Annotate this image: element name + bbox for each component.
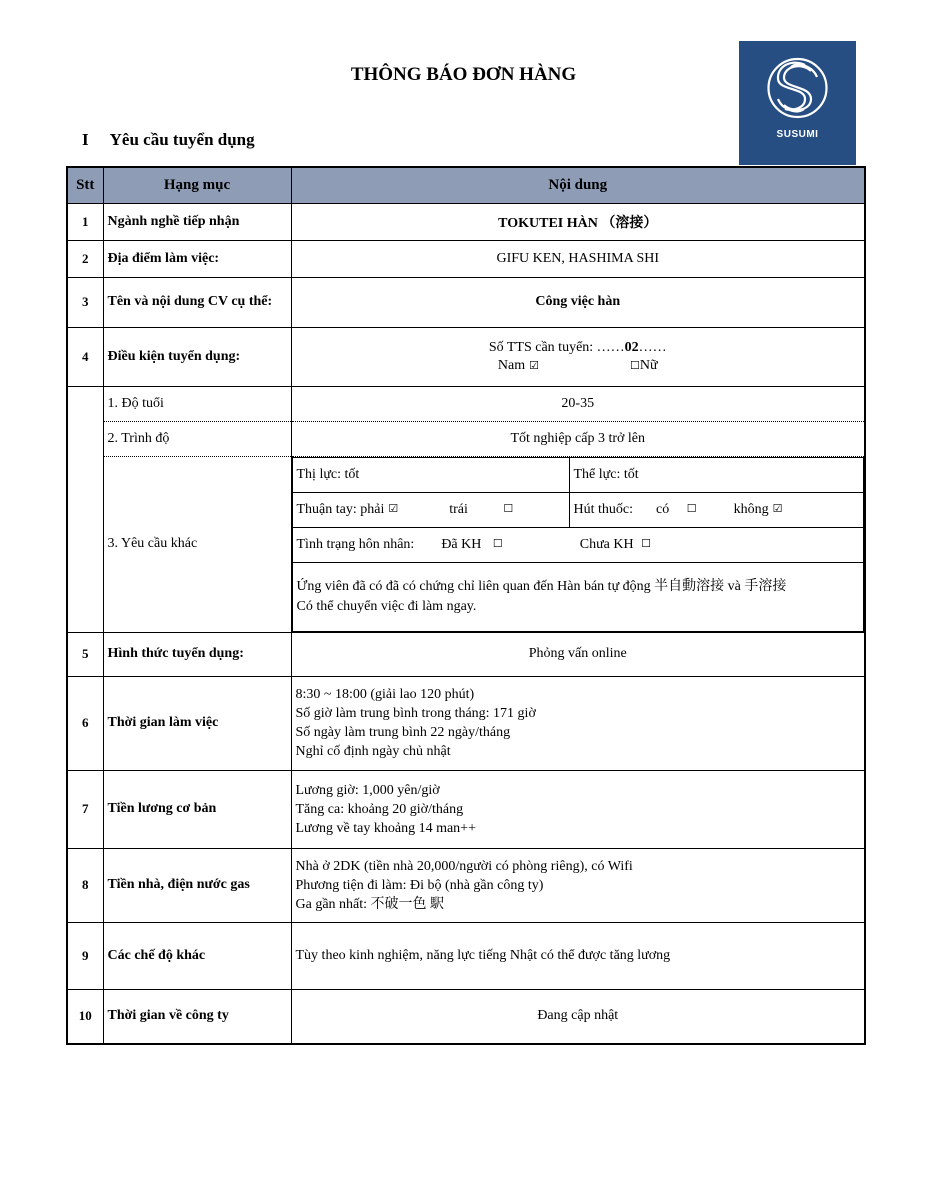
work-hours-content xyxy=(291,676,865,770)
other-requirements-label: 3. Yêu cầu khác xyxy=(103,456,291,632)
header-content: Nội dung xyxy=(291,167,865,203)
age-label: 1. Độ tuổi xyxy=(103,386,291,421)
gender-line xyxy=(296,357,861,375)
table-row xyxy=(67,989,865,1044)
row-number: 8 xyxy=(67,848,103,922)
other-notes xyxy=(292,562,864,631)
row-content: TOKUTEI HÀN （溶接） xyxy=(291,203,865,240)
table-row xyxy=(67,632,865,676)
row-content: Công việc hàn xyxy=(291,277,865,327)
row-category: Ngành nghề tiếp nhận xyxy=(103,203,291,240)
logo-brand-text: SUSUMI xyxy=(776,129,819,140)
row-category: Địa điểm làm việc: xyxy=(103,240,291,277)
age-value: 20-35 xyxy=(291,386,865,421)
table-row xyxy=(67,922,865,989)
work-hours-line: Nghỉ cố định ngày chủ nhật xyxy=(295,744,451,759)
section-number: I xyxy=(82,130,89,149)
right-hand-checkbox[interactable]: ☑ xyxy=(388,502,399,515)
table-row xyxy=(67,676,865,770)
married-label: Đã KH xyxy=(441,536,482,552)
housing-line: Phương tiện đi làm: Đi bộ (nhà gần công ty) xyxy=(295,877,544,893)
row-content: Phỏng vấn online xyxy=(291,632,865,676)
quota-value: 02 xyxy=(624,339,639,355)
left-hand-checkbox[interactable]: ☐ xyxy=(503,502,514,515)
fitness: Thể lực: tốt xyxy=(569,457,864,492)
work-hours-line: Số giờ làm trung bình trong tháng: 171 giờ xyxy=(295,706,536,721)
table-row xyxy=(67,240,865,277)
smoking-label: Hút thuốc: xyxy=(573,501,633,517)
quota-prefix: Số TTS cần tuyển: …… xyxy=(488,339,625,355)
smoking-yes-checkbox[interactable]: ☐ xyxy=(686,502,697,515)
work-hours-line: Số ngày làm trung bình 22 ngày/tháng xyxy=(295,725,511,740)
marital-status xyxy=(292,527,864,562)
male-checkbox[interactable]: ☑ xyxy=(529,359,539,372)
handedness-label: Thuận tay: phải xyxy=(296,501,385,517)
section-label: Yêu cầu tuyển dụng xyxy=(109,130,255,149)
single-checkbox[interactable]: ☐ xyxy=(641,537,651,550)
note-line: Ứng viên đã có đã có chứng chỉ liên quan đến Hàn bán tự động 半自動溶接 và 手溶接 xyxy=(296,578,787,594)
table-row xyxy=(67,386,865,421)
row-category: Tiền nhà, điện nước gas xyxy=(103,848,291,922)
row-category: Các chế độ khác xyxy=(103,922,291,989)
row-content: Đang cập nhật xyxy=(291,989,865,1044)
female-checkbox[interactable]: ☐ xyxy=(630,359,640,372)
susumi-swirl-logo-icon xyxy=(739,41,856,136)
gender-male-label: Nam xyxy=(497,357,526,373)
quota-suffix: …… xyxy=(638,339,667,355)
smoking-yes-label: có xyxy=(656,501,670,517)
housing-line: Nhà ở 2DK (tiền nhà 20,000/người có phòng riêng), có Wifi xyxy=(295,858,633,874)
table-row xyxy=(67,848,865,922)
row-category: Tiền lương cơ bản xyxy=(103,770,291,848)
table-header-row xyxy=(67,167,865,203)
quota-line xyxy=(296,339,861,357)
smoking-no-checkbox[interactable]: ☑ xyxy=(772,502,783,515)
housing-content xyxy=(291,848,865,922)
row-number: 3 xyxy=(67,277,103,327)
row-number: 1 xyxy=(67,203,103,240)
housing-line: Ga gần nhất: 不破一色 駅 xyxy=(295,896,445,912)
handedness xyxy=(292,492,569,527)
row-content: Tùy theo kinh nghiệm, năng lực tiếng Nhật có thể được tăng lương xyxy=(291,922,865,989)
salary-line: Tăng ca: khoảng 20 giờ/tháng xyxy=(295,801,464,817)
table-row xyxy=(67,421,865,456)
salary-line: Lương về tay khoảng 14 man++ xyxy=(295,820,476,836)
marital-label: Tình trạng hôn nhân: xyxy=(296,536,415,552)
row-number: 6 xyxy=(67,676,103,770)
section-heading xyxy=(82,130,255,150)
left-hand-label: trái xyxy=(449,501,468,517)
row-number: 7 xyxy=(67,770,103,848)
note-line: Có thể chuyển việc đi làm ngay. xyxy=(296,598,477,614)
work-hours-line: 8:30 ~ 18:00 (giải lao 120 phút) xyxy=(295,687,475,702)
eyesight: Thị lực: tốt xyxy=(292,457,569,492)
other-requirements-grid xyxy=(292,457,865,632)
table-row xyxy=(67,456,865,632)
education-label: 2. Trình độ xyxy=(103,421,291,456)
smoking-no-label: không xyxy=(733,501,769,517)
smoking xyxy=(569,492,864,527)
row-content: GIFU KEN, HASHIMA SHI xyxy=(291,240,865,277)
married-checkbox[interactable]: ☐ xyxy=(492,537,503,550)
row-number: 4 xyxy=(67,327,103,386)
salary-content xyxy=(291,770,865,848)
row-category: Tên và nội dung CV cụ thể: xyxy=(103,277,291,327)
recruitment-table xyxy=(66,166,866,1045)
page-title: THÔNG BÁO ĐƠN HÀNG xyxy=(350,64,577,85)
table-row xyxy=(67,327,865,386)
single-label: Chưa KH xyxy=(579,536,634,552)
row-category: Điều kiện tuyển dụng: xyxy=(103,327,291,386)
recruit-conditions xyxy=(291,327,865,386)
susumi-logo xyxy=(739,41,856,165)
row-number: 10 xyxy=(67,989,103,1044)
row-number: 5 xyxy=(67,632,103,676)
row-number: 2 xyxy=(67,240,103,277)
row-number: 9 xyxy=(67,922,103,989)
row-category: Thời gian làm việc xyxy=(103,676,291,770)
table-row xyxy=(67,203,865,240)
table-row xyxy=(67,277,865,327)
education-value: Tốt nghiệp cấp 3 trở lên xyxy=(291,421,865,456)
row-category: Hình thức tuyển dụng: xyxy=(103,632,291,676)
table-row xyxy=(67,770,865,848)
header-stt: Stt xyxy=(67,167,103,203)
salary-line: Lương giờ: 1,000 yên/giờ xyxy=(295,782,440,798)
row-category: Thời gian về công ty xyxy=(103,989,291,1044)
other-requirements-content xyxy=(291,456,865,632)
header-category: Hạng mục xyxy=(103,167,291,203)
gender-female-label: Nữ xyxy=(639,357,658,373)
